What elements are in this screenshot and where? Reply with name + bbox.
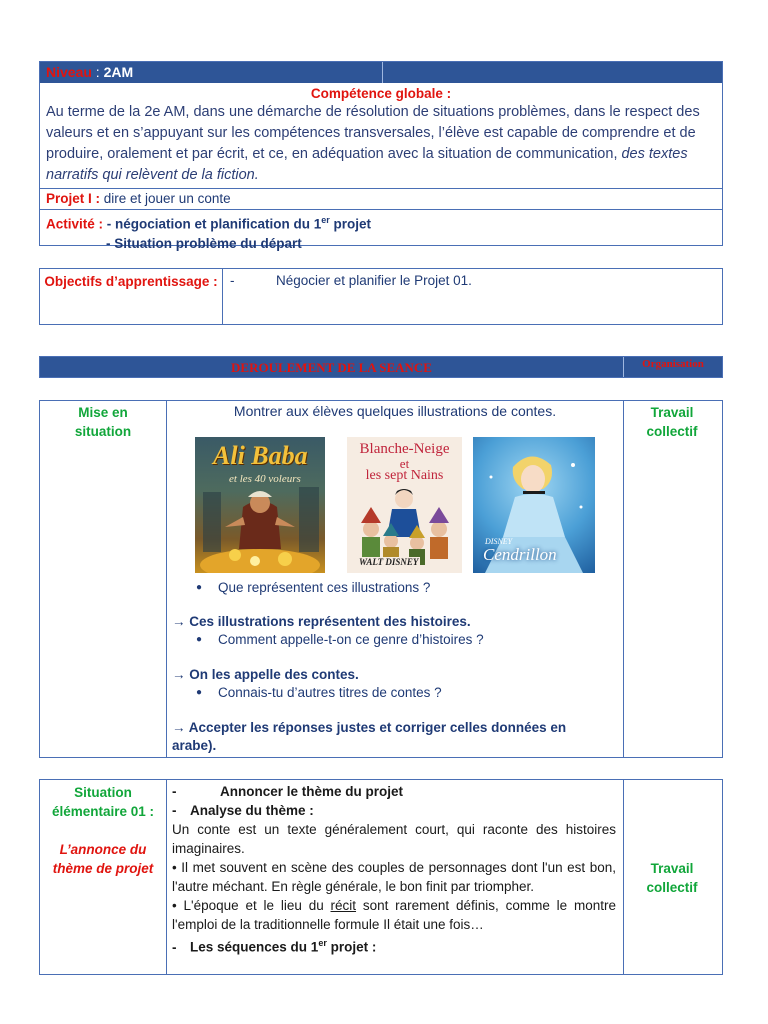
mise-qa bbox=[172, 579, 620, 755]
q3-list bbox=[172, 684, 620, 702]
ali-baba-illustration bbox=[195, 437, 325, 573]
niveau-sep: : bbox=[91, 64, 104, 80]
q2-list bbox=[172, 631, 620, 649]
projet-row bbox=[40, 188, 722, 209]
answer-1: → Ces illustrations représentent des histoires. bbox=[172, 614, 471, 629]
blanche-brand: WALT DISNEY bbox=[359, 557, 419, 567]
niveau-divider bbox=[382, 62, 383, 83]
situation-organisation: Travail collectif bbox=[646, 861, 698, 895]
answer-2: → On les appelle des contes. bbox=[172, 667, 359, 682]
mise-en-situation-row bbox=[39, 400, 723, 758]
sequences-end: projet : bbox=[326, 939, 377, 955]
paragraph-1: Un conte est un texte généralement court, qui raconte des histoires imaginaires. bbox=[172, 822, 616, 856]
mise-organisation: Travail collectif bbox=[646, 405, 698, 439]
question-3: ● Connais-tu d’autres titres de contes ? bbox=[172, 684, 620, 702]
cendrillon-title: Cendrillon bbox=[483, 545, 557, 564]
objectifs-value: Négocier et planifier le Projet 01. bbox=[276, 273, 472, 288]
activite-label: Activité : bbox=[46, 216, 104, 232]
objectifs-table bbox=[39, 268, 723, 325]
deroulement-bar bbox=[39, 356, 723, 378]
cendrillon-brand: DISNEY bbox=[485, 537, 513, 546]
objectifs-label: Objectifs d’apprentissage : bbox=[44, 274, 218, 289]
question-2: ● Comment appelle-t-on ce genre d’histoires ? bbox=[172, 631, 620, 649]
situation-divider-right bbox=[623, 780, 624, 974]
cover-blanche-neige bbox=[347, 437, 462, 573]
blanche-title-3: les sept Nains bbox=[365, 468, 444, 483]
mise-divider-left bbox=[166, 401, 167, 757]
paragraph-3a: • L'époque et le lieu du bbox=[172, 898, 331, 913]
competence-title: Compétence globale : bbox=[310, 86, 452, 101]
q1-list bbox=[172, 579, 620, 597]
cover-cendrillon bbox=[473, 437, 595, 573]
answer-3: → Accepter les réponses justes et corriger celles données en arabe). bbox=[172, 720, 567, 753]
activite-line2: - Situation problème du départ bbox=[106, 235, 302, 251]
cover-ali-baba bbox=[195, 437, 325, 573]
situation-divider-left bbox=[166, 780, 167, 974]
sequences-sup: er bbox=[318, 938, 327, 948]
competence-body: Au terme de la 2e AM, dans une démarche de résolution de situations problèmes, dans le respect des valeurs et en s’appuyant sur les compétences transversales, l’élève est capable de comprendre et de produire, oralement et par écrit, et ce, en adéquation avec la situation de communication, bbox=[46, 104, 700, 162]
question-1: ● Que représentent ces illustrations ? bbox=[172, 579, 620, 597]
objectifs-dash: - bbox=[230, 273, 235, 288]
analyse-line bbox=[172, 801, 616, 820]
activite-row bbox=[40, 209, 722, 254]
deroulement-title: DEROULEMENT DE LA SEANCE bbox=[231, 360, 432, 375]
mise-label: Mise en situation bbox=[74, 405, 132, 439]
situation-label-italic: L’annonce du thème de projet bbox=[52, 842, 154, 876]
announce-text: Annoncer le thème du projet bbox=[220, 784, 404, 799]
projet-value: dire et jouer un conte bbox=[100, 191, 231, 206]
sequences-text: Les séquences du 1 bbox=[190, 939, 319, 955]
objectifs-divider bbox=[222, 269, 223, 324]
activite-sup: er bbox=[321, 215, 330, 225]
analyse-dash: - bbox=[172, 803, 177, 818]
ali-baba-title: Ali Baba bbox=[213, 441, 308, 470]
blanche-neige-illustration bbox=[347, 437, 462, 573]
blanche-title-2: et bbox=[399, 456, 410, 471]
activite-line1-end: projet bbox=[329, 216, 372, 232]
situation-elementaire-row bbox=[39, 779, 723, 975]
competence-italic: des textes narratifs qui relèvent de la fiction. bbox=[46, 146, 688, 183]
paragraph-2: • Il met souvent en scène des couples de personnages dont l'un est bon, l'autre méchant. En règle générale, le bon finit par triompher. bbox=[172, 860, 616, 894]
situation-label: Situation élémentaire 01 : bbox=[51, 785, 155, 819]
sequences-dash: - bbox=[172, 939, 177, 955]
competence-text bbox=[40, 101, 722, 186]
niveau-bar bbox=[40, 62, 722, 83]
mise-divider-right bbox=[623, 401, 624, 757]
header-table bbox=[39, 61, 723, 251]
announce-dash: - bbox=[172, 784, 177, 799]
sequences-line bbox=[172, 934, 616, 957]
activite-line1: - négociation et planification du 1 bbox=[103, 216, 322, 232]
blanche-title-1: Blanche-Neige bbox=[359, 441, 450, 457]
analyse-text: Analyse du thème : bbox=[190, 803, 314, 818]
recit-underline: récit bbox=[330, 898, 357, 913]
niveau-value: 2AM bbox=[103, 64, 134, 80]
announce-line bbox=[172, 782, 616, 801]
situation-content bbox=[172, 782, 616, 957]
ali-baba-subtitle: et les 40 voleurs bbox=[229, 473, 301, 485]
deroulement-organisation: Organisation bbox=[642, 358, 704, 370]
paragraph-3 bbox=[172, 896, 616, 934]
projet-label: Projet I : bbox=[46, 191, 101, 206]
mise-intro: Montrer aux élèves quelques illustrations de contes. bbox=[233, 403, 557, 419]
niveau-label: Niveau bbox=[46, 64, 92, 80]
paragraph-3b: sont rarement définis, comme le montre l'emploi de la traditionnelle formule Il était une fois… bbox=[172, 898, 616, 932]
